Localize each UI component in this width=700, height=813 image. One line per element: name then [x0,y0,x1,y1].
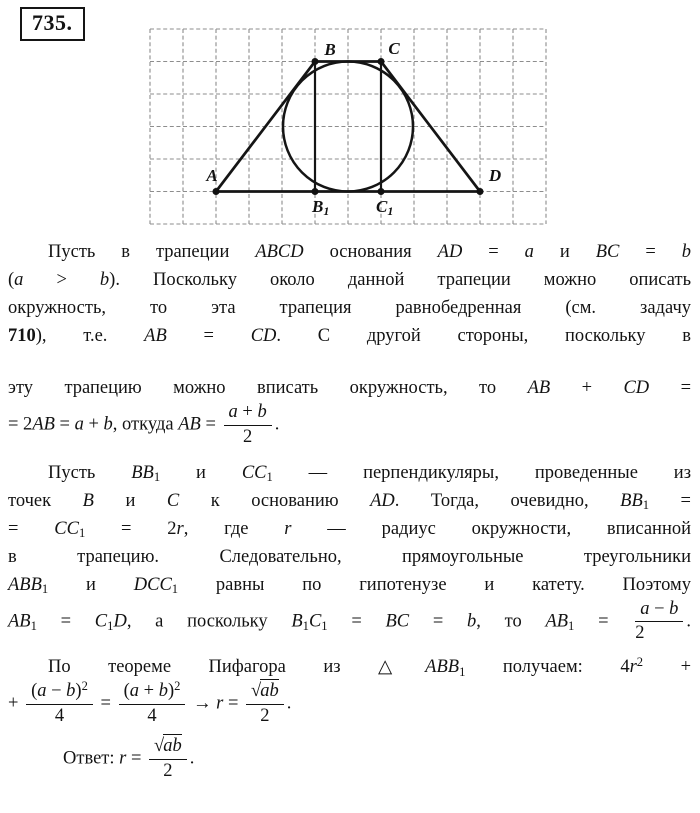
solution-line [8,374,691,402]
vertex-dot-a [213,188,220,195]
fraction-denominator [246,705,284,728]
text-run: 2 [635,623,645,644]
text-run: Пусть в трапеции [48,242,256,262]
text-run: ( [8,270,15,290]
text-run: + [139,681,159,702]
text-run: △ [378,657,426,678]
text-run: 2 [163,760,173,781]
bold-run: 710 [8,326,36,346]
text-run: в трапецию. Следовательно, прямоугольные треугольники [8,546,691,567]
text-run: , где [183,518,285,539]
text-run: основания [303,242,438,262]
math-run: a [640,598,650,619]
solution-line [8,681,691,728]
solution-paragraph-1 [8,238,691,449]
solution-text [8,238,691,783]
text-run: = [462,242,525,262]
math-run: b [467,611,477,632]
text-run: ) [75,681,82,702]
math-run: b [103,414,113,435]
subscript: 1 [568,619,575,633]
math-run: B [291,611,303,632]
subscript: 1 [459,665,466,680]
subscript: 1 [78,526,86,541]
text-run: и [533,242,596,262]
math-run: b [158,681,168,702]
math-run: AB [545,611,569,632]
math-run: BB [620,490,643,511]
radicand [163,734,182,756]
math-run: b [257,402,267,422]
math-run: ABB [8,574,42,595]
fraction [635,599,683,646]
math-run: a [14,270,24,290]
solution-paragraph-3 [8,653,691,728]
solution-line [8,599,691,646]
solution-line [8,653,691,681]
superscript: 2 [81,679,88,694]
text-run: − [46,681,67,702]
text-run: окружность, то эта трапеция равнобедренная (см. задачу [8,298,691,318]
fraction-numerator [119,681,186,705]
text-run: = 2 [8,414,33,435]
solution-line [8,402,691,449]
geometry-figure [149,28,547,225]
math-run: BC [385,611,410,632]
text-run: — радиус окружности, вписанной [291,518,692,539]
solution-line [8,322,691,350]
math-run: a [37,681,47,702]
text-run: = [36,611,95,632]
text-run: = [409,611,468,632]
text-run: ( [123,681,130,702]
text-run: Ответ: [63,748,120,769]
foot-label-b1-index: 1 [323,204,330,218]
foot-label-c1-index: 1 [387,204,394,218]
grid [150,29,546,224]
math-run: a [129,681,139,702]
foot-dot-b1 [312,188,319,195]
fraction-numerator [149,736,187,760]
superscript: 2 [636,655,644,670]
text-run: = [166,326,251,346]
text-run: . Тогда, очевидно, [394,490,621,511]
math-run: CD [250,326,277,346]
math-run: DCC [133,574,172,595]
text-run: . С другой стороны, поскольку в [276,326,691,346]
problem-number-box [20,7,85,41]
solution-line [8,487,691,515]
vertex-dot-b [312,58,319,65]
text-run: , откуда [112,414,179,435]
math-run: b [99,270,110,290]
text-run: + [550,378,624,398]
math-run: D [113,611,127,632]
solution-line [8,543,691,571]
text-run: точек [8,490,83,511]
text-run: = [619,242,682,262]
math-run: C [166,490,180,511]
text-run: > [23,270,100,290]
text-run: + [83,414,104,435]
text-run: . [274,414,280,435]
text-run: ( [31,681,38,702]
text-run: 4 [54,706,65,727]
math-run: r [629,657,637,678]
fraction-numerator [26,681,93,705]
subscript: 1 [171,582,179,597]
text-run: = [126,748,147,769]
fraction [26,681,93,728]
fraction [149,736,187,783]
text-run: эту трапецию можно вписать окружность, то [8,378,528,398]
text-run: 4 [147,706,157,727]
solution-line [8,515,691,543]
subscript: 1 [30,619,37,633]
text-run: = [95,693,116,714]
math-run: r [284,518,292,539]
text-run: . [189,748,195,769]
solution-paragraph-2 [8,459,691,646]
math-run: b [681,242,691,262]
text-run: = [649,378,692,398]
radical-sign: √ [154,735,165,756]
fraction-denominator [149,760,187,783]
math-run: ab [260,681,279,702]
text-run: = [54,414,75,435]
math-run: r [119,748,127,769]
foot-label-c1-letter: C [376,197,388,216]
text-run: → [188,693,217,714]
text-run: получаем: 4 [465,657,630,678]
text-run: + [8,693,24,714]
foot-dot-c1 [378,188,385,195]
subscript: 1 [107,619,114,633]
text-run: равны по гипотенузе и катету. Поэтому [178,574,692,595]
subscript: 1 [321,619,328,633]
text-run: ) [167,681,175,702]
math-run: ABB [425,657,460,678]
foot-label-c1 [376,197,393,218]
text-run: . [686,611,692,632]
fraction-denominator [119,705,186,728]
radicand [260,679,279,701]
math-run: AB [144,326,167,346]
math-run: AB [32,414,55,435]
superscript: 2 [174,679,181,694]
math-run: CD [623,378,650,398]
subscript: 1 [41,582,49,597]
text-run: — перпендикуляры, проведенные из [272,462,691,483]
solution-line [8,459,691,487]
vertex-dot-c [378,58,385,65]
math-run: CC [241,462,267,483]
text-run: = [200,414,221,435]
foot-label-b1-letter: B [312,197,324,216]
vertex-label-c: C [388,39,400,58]
math-run: ab [163,735,182,756]
solution-line [8,571,691,599]
text-run: = [223,693,244,714]
fraction-numerator [635,599,683,623]
math-run: a [74,414,84,435]
math-run: b [669,598,679,619]
text-run: , а поскольку [126,611,292,632]
figure-svg [149,28,547,225]
problem-number: 735. [32,10,73,35]
text-run: = [649,490,691,511]
math-run: CC [54,518,79,539]
math-run: AB [178,414,201,435]
subscript: 1 [642,498,650,513]
text-run: = 2 [85,518,177,539]
math-run: a [228,402,238,422]
text-run: 2 [260,706,270,727]
foot-label-b1 [311,197,329,218]
text-run: 2 [242,426,253,447]
text-run: = [574,611,633,632]
subscript: 1 [302,619,309,633]
fraction-numerator [246,681,284,705]
text-run: + [643,657,692,678]
radical-sign: √ [251,681,262,702]
fraction-numerator [224,402,272,426]
solution-line [8,294,691,322]
math-run: AB [527,378,551,398]
square-root [251,681,279,701]
math-run: C [94,611,108,632]
vertex-label-d: D [488,166,502,185]
math-run: BB [131,462,154,483]
solution-line [63,736,691,783]
text-run: , то [476,611,546,632]
math-run: r [176,518,184,539]
text-run: и [93,490,167,511]
solution-line [8,266,691,294]
text-run: и [48,574,134,595]
math-run: BC [595,242,620,262]
text-run: и [160,462,242,483]
text-run: По теореме Пифагора из [48,657,379,678]
text-run: = [8,518,55,539]
text-run: . [286,693,292,714]
text-run: ). Поскольку около данной трапеции можно описать [109,270,691,290]
subscript: 1 [266,470,273,485]
math-run: AD [370,490,395,511]
vertex-label-b: B [324,40,336,59]
fraction-denominator [26,705,93,728]
solution-line [8,238,691,266]
vertex-dot-d [477,188,484,195]
text-run: = [327,611,386,632]
text-run: + [237,402,258,422]
fraction-denominator [224,426,272,449]
math-run: a [524,242,534,262]
square-root [154,736,182,756]
math-run: ABCD [255,242,304,262]
text-run: − [649,598,670,619]
vertex-label-a: A [206,166,218,185]
fraction [119,681,186,728]
math-run: b [66,681,76,702]
text-run: Пусть [48,462,132,483]
fraction [246,681,284,728]
math-run: AD [437,242,463,262]
subscript: 1 [153,470,161,485]
text-run: ), т.е. [35,326,145,346]
math-run: C [308,611,322,632]
text-run: к основанию [179,490,371,511]
math-run: B [82,490,94,511]
fraction-denominator [635,622,683,645]
math-run: AB [8,611,31,632]
answer-line [63,736,691,783]
math-run: r [216,693,224,714]
fraction [224,402,272,449]
